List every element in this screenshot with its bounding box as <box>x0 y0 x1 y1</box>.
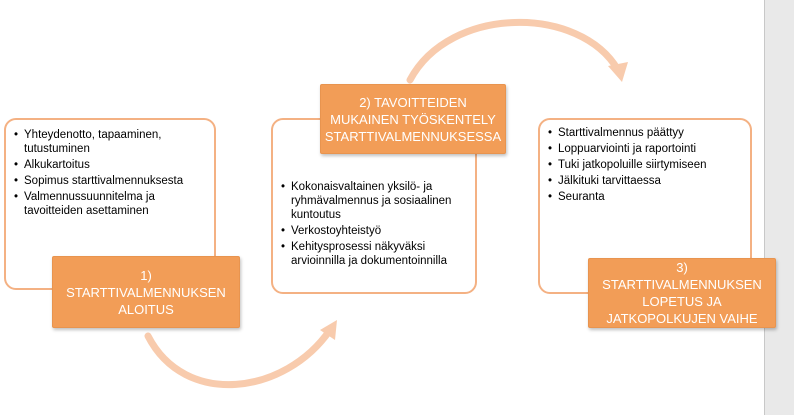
list-item: • Kokonaisvaltainen yksilö- ja ryhmävalmennus ja sosiaalinen kuntoutus <box>281 180 471 222</box>
arrow-1-to-2 <box>148 330 330 385</box>
stage-1-title: 1) STARTTIVALMENNUKSEN ALOITUS <box>52 256 240 328</box>
list-item: • Yhteydenotto, tapaaminen, tutustuminen <box>14 128 210 156</box>
list-item: • Verkostoyhteistyö <box>281 224 471 238</box>
list-item: • Kehitysprosessi näkyväksi arvioinnilla ja dokumentoinnilla <box>281 240 471 268</box>
stage-2-list <box>281 180 471 270</box>
list-item: • Alkukartoitus <box>14 158 210 172</box>
list-item: • Tuki jatkopoluille siirtymiseen <box>548 158 746 172</box>
list-item: • Loppuarviointi ja raportointi <box>548 142 746 156</box>
list-item: • Seuranta <box>548 190 746 204</box>
stage-3-list <box>548 126 746 206</box>
stage-3-title: 3) STARTTIVALMENNUKSEN LOPETUS JA JATKOPOLKUJEN VAIHE <box>588 258 776 328</box>
list-item: • Sopimus starttivalmennuksesta <box>14 174 210 188</box>
list-item: • Jälkituki tarvittaessa <box>548 174 746 188</box>
stage-1-list <box>14 128 210 220</box>
list-item: • Starttivalmennus päättyy <box>548 126 746 140</box>
list-item: • Valmennussuunnitelma ja tavoitteiden asettaminen <box>14 190 210 218</box>
arrow-2-to-3 <box>410 22 618 80</box>
stage-2-title: 2) TAVOITTEIDEN MUKAINEN TYÖSKENTELY STARTTIVALMENNUKSESSA <box>320 84 506 154</box>
